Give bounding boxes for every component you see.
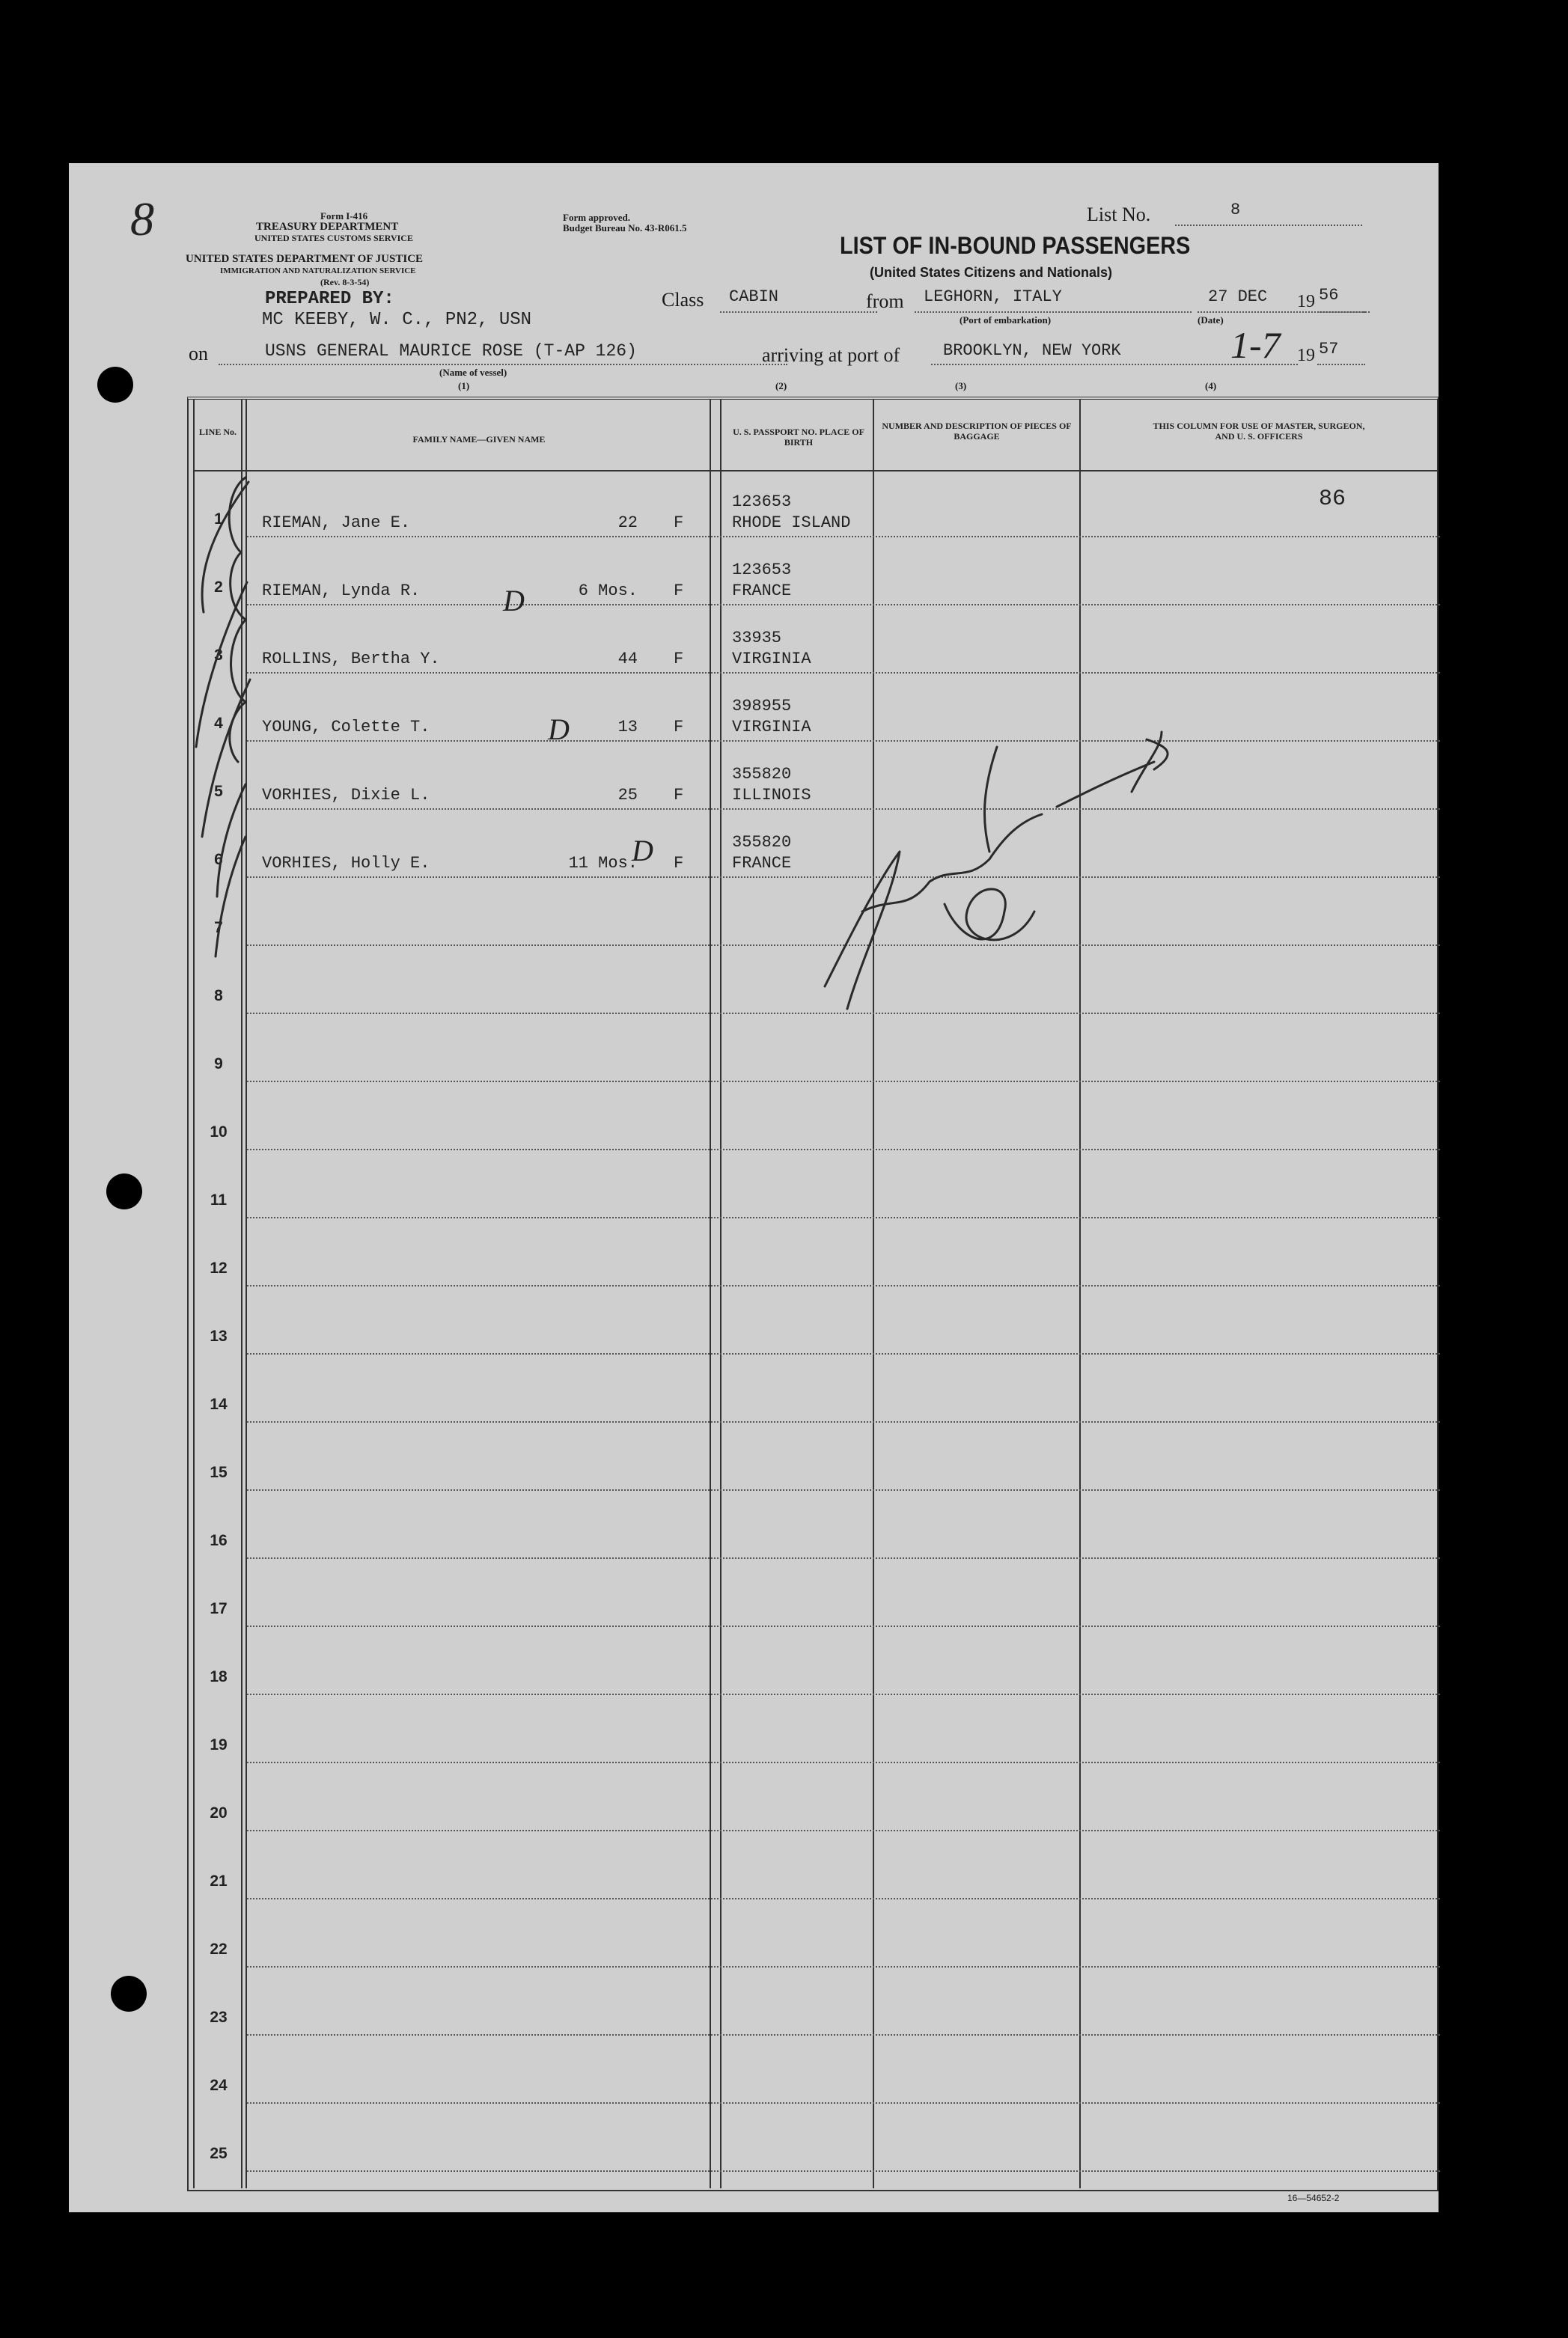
row-rule bbox=[247, 2170, 1440, 2172]
initial-mark-row2: D bbox=[503, 584, 525, 617]
passenger-sex: F bbox=[674, 786, 684, 805]
line-number: 17 bbox=[210, 1600, 228, 1617]
binder-hole-bottom bbox=[111, 1976, 147, 2012]
port-embarkation-caption: (Port of embarkation) bbox=[960, 314, 1052, 326]
margin-mark: 8 bbox=[130, 192, 154, 245]
budget-bureau: Budget Bureau No. 43-R061.5 bbox=[563, 222, 687, 234]
date-caption: (Date) bbox=[1198, 314, 1224, 326]
line-number: 3 bbox=[214, 647, 223, 664]
row-rule bbox=[247, 1353, 1440, 1355]
passenger-sex: F bbox=[674, 582, 684, 600]
col-num-4: (4) bbox=[1205, 380, 1217, 391]
row-rule bbox=[247, 1966, 1440, 1968]
line-number: 16 bbox=[210, 1532, 228, 1549]
initial-mark-row6: D bbox=[632, 834, 653, 867]
line-number: 14 bbox=[210, 1396, 228, 1413]
row-rule bbox=[247, 2102, 1440, 2104]
passenger-name: VORHIES, Dixie L. bbox=[262, 786, 430, 805]
line-number: 12 bbox=[210, 1260, 228, 1277]
line-number: 23 bbox=[210, 2009, 228, 2026]
line-number: 19 bbox=[210, 1736, 228, 1754]
page-title: LIST OF IN-BOUND PASSENGERS bbox=[840, 232, 1191, 259]
footer-code: 16—54652-2 bbox=[1287, 2193, 1340, 2203]
signature bbox=[825, 732, 1168, 1009]
line-number: 8 bbox=[214, 987, 223, 1004]
place-of-birth: FRANCE bbox=[732, 582, 792, 600]
officer-note: 86 bbox=[1319, 486, 1346, 512]
line-number: 20 bbox=[210, 1804, 228, 1822]
from-label: from bbox=[866, 290, 904, 312]
place-of-birth: RHODE ISLAND bbox=[732, 513, 851, 532]
justice-label: UNITED STATES DEPARTMENT OF JUSTICE bbox=[186, 253, 424, 265]
arriving-label: arriving at port of bbox=[762, 344, 900, 366]
passport-number: 398955 bbox=[732, 697, 792, 715]
line-number: 10 bbox=[210, 1123, 228, 1141]
strike-line-5 bbox=[216, 837, 245, 956]
binder-hole-middle bbox=[106, 1173, 142, 1209]
class-label: Class bbox=[662, 289, 704, 311]
line-number: 18 bbox=[210, 1668, 228, 1685]
form-approved: Form approved. bbox=[563, 212, 631, 223]
line-number: 21 bbox=[210, 1872, 228, 1890]
passenger-sex: F bbox=[674, 513, 684, 532]
line-number: 6 bbox=[214, 851, 223, 868]
line-number: 9 bbox=[214, 1055, 223, 1072]
row-rule bbox=[247, 1694, 1440, 1695]
customs-label: UNITED STATES CUSTOMS SERVICE bbox=[254, 233, 413, 243]
date-embarkation: 27 DEC bbox=[1208, 287, 1268, 306]
col-header-baggage: NUMBER AND DESCRIPTION OF PIECES OF BAGGAGE bbox=[882, 421, 1072, 442]
list-no-value: 8 bbox=[1230, 201, 1241, 219]
line-number: 5 bbox=[214, 783, 223, 800]
line-number: 4 bbox=[214, 715, 223, 732]
line-number: 15 bbox=[210, 1464, 228, 1481]
strike-line-4 bbox=[217, 784, 245, 897]
line-number: 24 bbox=[210, 2077, 228, 2094]
passport-number: 33935 bbox=[732, 629, 782, 647]
form-number: Form I-416 bbox=[320, 210, 368, 222]
row-rule bbox=[247, 1421, 1440, 1423]
passenger-age: 22 bbox=[617, 513, 638, 532]
passenger-age: 6 Mos. bbox=[578, 582, 638, 600]
passenger-name: ROLLINS, Bertha Y. bbox=[262, 650, 440, 668]
initial-mark-row4: D bbox=[548, 712, 570, 746]
line-number: 22 bbox=[210, 1941, 228, 1958]
row-rule bbox=[247, 1217, 1440, 1218]
col-header-passport: U. S. PASSPORT NO. PLACE OF BIRTH bbox=[733, 427, 864, 448]
passenger-age: 11 Mos. bbox=[568, 854, 638, 873]
row-rule bbox=[247, 1149, 1440, 1150]
binder-hole-top bbox=[97, 367, 133, 403]
handwriting-annotations bbox=[69, 163, 1439, 1136]
passport-number: 355820 bbox=[732, 765, 792, 784]
passenger-name: VORHIES, Holly E. bbox=[262, 854, 430, 873]
treasury-label: TREASURY DEPARTMENT bbox=[256, 221, 399, 233]
row-rule bbox=[247, 1762, 1440, 1763]
port-arrival: BROOKLYN, NEW YORK bbox=[943, 341, 1121, 360]
page-subtitle: (United States Citizens and Nationals) bbox=[870, 265, 1113, 280]
row-rule bbox=[247, 1898, 1440, 1899]
year2: 57 bbox=[1319, 340, 1339, 358]
place-of-birth: ILLINOIS bbox=[732, 786, 811, 805]
passenger-name: RIEMAN, Jane E. bbox=[262, 513, 411, 532]
list-no-label: List No. bbox=[1087, 204, 1151, 225]
place-of-birth: VIRGINIA bbox=[732, 650, 811, 668]
line-number: 25 bbox=[210, 2145, 228, 2162]
passenger-age: 44 bbox=[617, 650, 638, 668]
line-number: 2 bbox=[214, 579, 223, 596]
row-rule bbox=[247, 1557, 1440, 1559]
row-rule bbox=[247, 1285, 1440, 1286]
row-rule bbox=[247, 1489, 1440, 1491]
line-number: 13 bbox=[210, 1328, 228, 1345]
passport-number: 123653 bbox=[732, 561, 792, 579]
line-number: 1 bbox=[214, 510, 223, 528]
arrival-date-handwritten: 1-7 bbox=[1230, 324, 1281, 366]
class-value: CABIN bbox=[729, 287, 779, 306]
port-embarkation: LEGHORN, ITALY bbox=[924, 287, 1062, 306]
line-number: 7 bbox=[214, 919, 223, 936]
col-num-1: (1) bbox=[458, 380, 470, 391]
passenger-sex: F bbox=[674, 718, 684, 736]
vessel-caption: (Name of vessel) bbox=[439, 367, 507, 378]
prepared-by-label: PREPARED BY: bbox=[265, 289, 394, 309]
row-rule bbox=[247, 2034, 1440, 2036]
place-of-birth: VIRGINIA bbox=[732, 718, 811, 736]
col-num-3: (3) bbox=[955, 380, 967, 391]
row-rule bbox=[247, 1830, 1440, 1831]
line-number: 11 bbox=[210, 1191, 228, 1209]
col-num-2: (2) bbox=[775, 380, 787, 391]
col-header-name: FAMILY NAME—GIVEN NAME bbox=[412, 434, 546, 445]
year1-prefix: 19 bbox=[1297, 292, 1315, 311]
rev-label: (Rev. 8-3-54) bbox=[320, 277, 370, 287]
passenger-sex: F bbox=[674, 650, 684, 668]
passport-number: 355820 bbox=[732, 833, 792, 852]
passenger-age: 25 bbox=[617, 786, 638, 805]
col-header-line: LINE No. bbox=[198, 427, 237, 437]
passenger-age: 13 bbox=[617, 718, 638, 736]
ins-label: IMMIGRATION AND NATURALIZATION SERVICE bbox=[220, 266, 416, 275]
on-label: on bbox=[189, 343, 208, 364]
year2-prefix: 19 bbox=[1297, 346, 1315, 365]
passenger-sex: F bbox=[674, 854, 684, 873]
prepared-by-value: MC KEEBY, W. C., PN2, USN bbox=[262, 310, 532, 330]
year1: 56 bbox=[1319, 286, 1339, 305]
form-page bbox=[69, 163, 1439, 2212]
row-rule bbox=[247, 1626, 1440, 1627]
col-header-officers: THIS COLUMN FOR USE OF MASTER, SURGEON, AND U. S. OFFICERS bbox=[1153, 421, 1365, 442]
passenger-name: RIEMAN, Lynda R. bbox=[262, 582, 421, 600]
passport-number: 123653 bbox=[732, 492, 792, 511]
vessel-name: USNS GENERAL MAURICE ROSE (T-AP 126) bbox=[265, 341, 637, 361]
passenger-name: YOUNG, Colette T. bbox=[262, 718, 430, 736]
place-of-birth: FRANCE bbox=[732, 854, 792, 873]
